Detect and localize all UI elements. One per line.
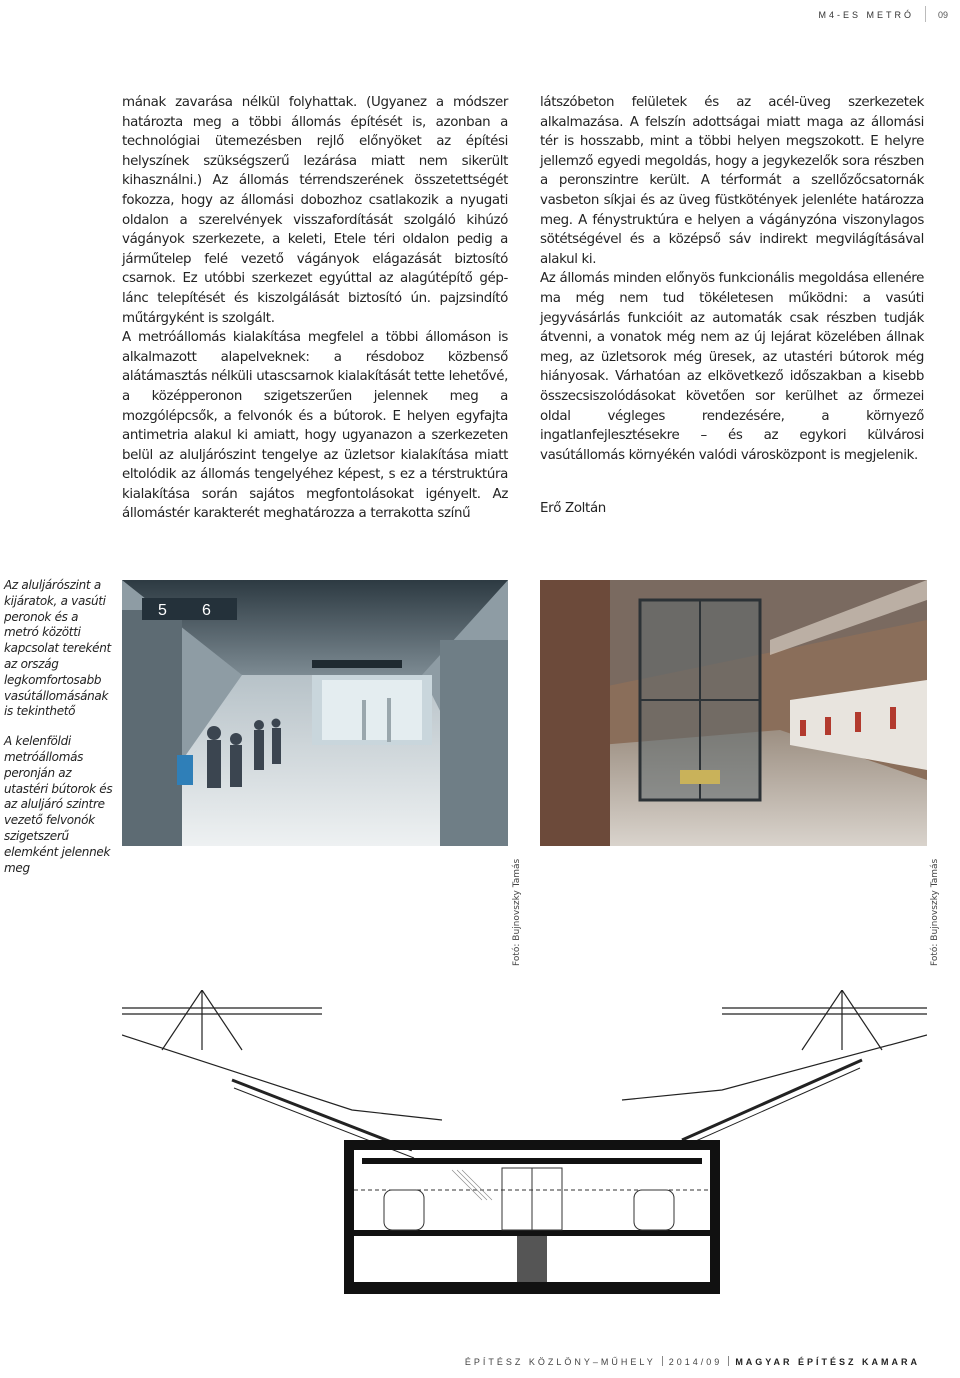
caption-concourse: Az aluljárószint a kijáratok, a vasúti peronok és a metró közötti kapcsolat tereként az ország legkomfortosabb vasútállomásának is tekinthető bbox=[4, 578, 111, 719]
paragraph: látszóbeton felületek és az acél-üveg szerkezetek alkalmazása. A felszín adottságai miatt maga az állomási tér is hosszabb, mint a többi helyen megszokott. E helyre jellemző egyedi megoldás, hogy a jegykezelők sora részben a peronszintre került. A térformát a szellőzőcsatornák vasbeton síkjai és az üveg füstkötények jelenléte határozza meg. A fénystruktúra e helyen a vágányzóna viszonylagos sötétségével és a középső sáv indirekt megvilágításával alakul ki. bbox=[540, 95, 924, 267]
photo-concourse bbox=[122, 580, 508, 846]
running-head bbox=[818, 10, 914, 20]
photo-credit-left: Fotó: Bujnovszky Tamás bbox=[512, 858, 522, 966]
captions bbox=[4, 578, 114, 890]
paragraph: mának zavarása nélkül folyhattak. (Ugyanez a módszer határozta meg a többi állomás építését is, azonban a technológiai ütemezésben rejlő előnyöket az építési helyszínek szükségszerű lezárása miatt nem sikerült kihasználni.) Az állomás térrendszerének összetettségét fokozza, hogy az állomási dobozhoz csatlakozik a nyugati oldalon a szerelvények visszafordítását szolgáló kihúzó vágányok szerkezete, a keleti, Etele téri oldalon pedig a járműtelep felé vezető vágányok elágazását biztosító csarnok. Ez utóbbi szerkezet egyúttal az alagútépítő gép-lánc telepítését és kiszolgálását biztosító ún. pajzsindító műtárgyként is szolgált. bbox=[122, 95, 508, 326]
text-column-right bbox=[540, 93, 924, 519]
page-number: 09 bbox=[937, 10, 948, 20]
footer-divider bbox=[662, 1356, 663, 1366]
sign-number-6: 6 bbox=[202, 602, 211, 619]
sign-number-5: 5 bbox=[158, 602, 167, 619]
footer-chamber: MAGYAR ÉPÍTÉSZ KAMARA bbox=[735, 1357, 920, 1367]
footer bbox=[465, 1356, 920, 1367]
photo-platform bbox=[540, 580, 927, 846]
author-signature: Erő Zoltán bbox=[540, 501, 606, 517]
text-column-left bbox=[122, 93, 508, 524]
photo-credit-right: Fotó: Bujnovszky Tamás bbox=[930, 858, 940, 966]
running-title: M4-ES METRÓ bbox=[818, 10, 914, 20]
header-divider bbox=[925, 6, 926, 22]
cross-section-drawing bbox=[122, 990, 927, 1310]
footer-issue: 2014/09 bbox=[668, 1357, 723, 1367]
footer-publication: ÉPÍTÉSZ KÖZLÖNY–MŰHELY bbox=[464, 1357, 656, 1367]
paragraph: Az állomás minden előnyös funkcionális megoldása ellenére ma még nem tud tökéletesen működni: a vasúti jegyvásárlás funkcióit az automaták csak részben tudják átvenni, a vonatok még nem az új lejárat közelében állnak meg, az üzletsorok még üresek, az utastéri bútorok még hiányosak. Várhatóan az elkövetkező időszakban a kisebb összecsiszolódásokat követően sor kerülhet az őrmezei oldal végleges rendezésére, a környező ingatlanfejlesztésekre – és az egykori külvárosi vasútállomás környékén valódi városközpont is megjelenik. bbox=[540, 271, 924, 463]
caption-platform: A kelenföldi metróállomás peronján az utastéri bútorok és az aluljáró szintre vezető felvonók szigetszerű elemként jelennek meg bbox=[4, 734, 113, 875]
paragraph: A metróállomás kialakítása megfelel a többi állomáson is alkalmazott alapelveknek: a résdoboz közbenső alátámasztás nélküli utascsarnok kialakítását tette lehetővé, a középperonon szigetszerűen jelennek meg a mozgólépcsők, a felvonók és a bútorok. E helyen egyfajta antimetria alakul ki amiatt, hogy ugyanazon a szerkezeten belül az aluljárószint tengelye az üzletsor kialakítása miatt eltolódik az állomás tengelyéhez képest, s ez a térstruktúra kialakítása során sajátos megfontolásokat igényelt. Az állomástér karakterét meghatározza a terrakotta színű bbox=[122, 330, 508, 522]
footer-divider bbox=[728, 1356, 729, 1366]
